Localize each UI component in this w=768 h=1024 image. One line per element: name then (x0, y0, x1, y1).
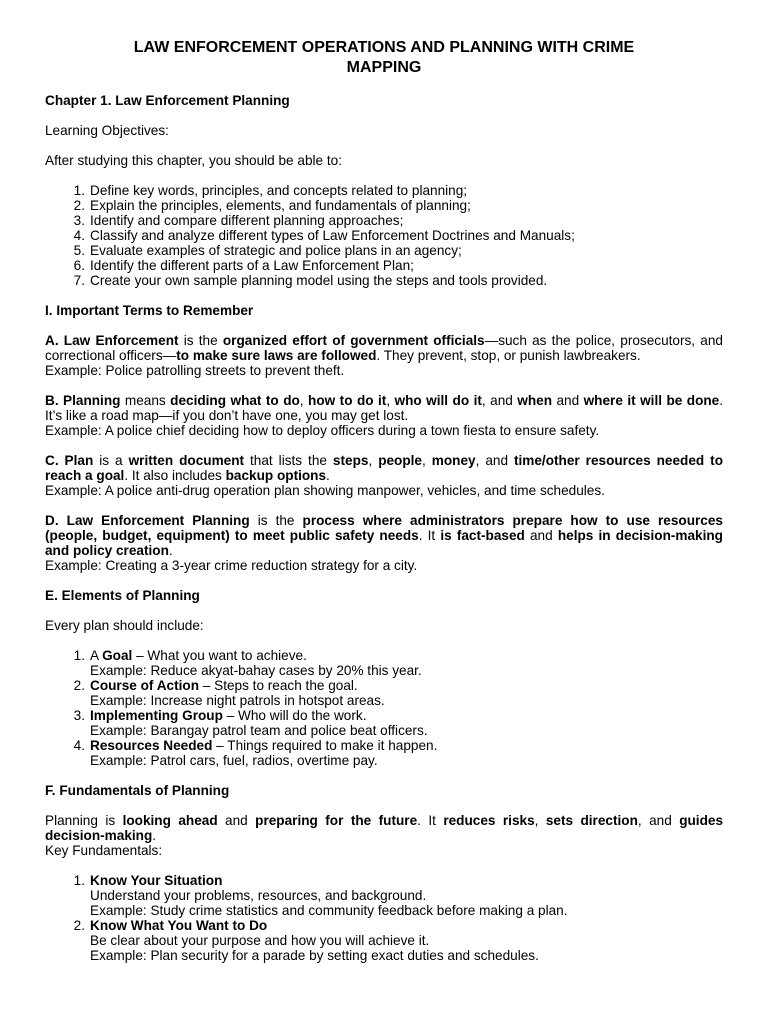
list-item: 7. Create your own sample planning model using the steps and tools provided. (73, 273, 548, 288)
list-item: 4. Resources Needed – Things required to make it happen. Example: Patrol cars, fuel, radios, overtime pay. (73, 738, 438, 768)
term-plan-example: Example: A police anti-drug operation plan showing manpower, vehicles, and time schedules. (45, 483, 605, 498)
list-item: 4. Classify and analyze different types of Law Enforcement Doctrines and Manuals; (73, 228, 575, 243)
list-item: 3. Implementing Group – Who will do the work. Example: Barangay patrol team and police beat officers. (73, 708, 428, 738)
objectives-heading: Learning Objectives: (45, 123, 169, 138)
list-item: 6. Identify the different parts of a Law Enforcement Plan; (73, 258, 414, 273)
document-page (45, 38, 723, 963)
list-item: 1. A Goal – What you want to achieve. Example: Reduce akyat-bahay cases by 20% this year. (73, 648, 422, 678)
fundamentals-paragraph: Planning is looking ahead and preparing for the future. It reduces risks, sets direction, and guides decision-making. (45, 813, 724, 843)
key-fundamentals-label: Key Fundamentals: (45, 843, 163, 858)
term-law-enforcement-example: Example: Police patrolling streets to prevent theft. (45, 363, 345, 378)
chapter-heading: Chapter 1. Law Enforcement Planning (45, 93, 290, 108)
title-line-1: LAW ENFORCEMENT OPERATIONS AND PLANNING WITH CRIME (133, 39, 635, 56)
objectives-intro: After studying this chapter, you should be able to: (45, 153, 342, 168)
objectives-list (45, 183, 723, 288)
section-heading-fundamentals: F. Fundamentals of Planning (45, 783, 230, 798)
section-heading-elements: E. Elements of Planning (45, 588, 200, 603)
term-law-enforcement: A. Law Enforcement is the organized effort of government officials—such as the police, prosecutors, and correctional officers—to make sure laws are followed. They prevent, stop, or punish lawbreakers. (45, 333, 723, 363)
list-item: 2. Course of Action – Steps to reach the goal. Example: Increase night patrols in hotspot areas. (73, 678, 385, 708)
elements-intro: Every plan should include: (45, 618, 204, 633)
term-planning: B. Planning means deciding what to do, how to do it, who will do it, and when and where it will be done. It’s like a road map—if you don’t have one, you may get lost. (45, 393, 724, 423)
fundamentals-list (45, 873, 723, 963)
title-line-2: MAPPING (346, 59, 422, 76)
list-item: 5. Evaluate examples of strategic and police plans in an agency; (73, 243, 462, 258)
term-law-enforcement-planning: D. Law Enforcement Planning is the process where administrators prepare how to use resources (people, budget, equipment) to meet public safety needs. It is fact-based and helps in decision-making and policy creation. (45, 513, 723, 558)
section-heading-terms: I. Important Terms to Remember (45, 303, 254, 318)
term-planning-example: Example: A police chief deciding how to deploy officers during a town fiesta to ensure safety. (45, 423, 600, 438)
list-item: 2. Know What You Want to Do Be clear about your purpose and how you will achieve it. Example: Plan security for a parade by setting exact duties and schedules. (73, 918, 539, 963)
list-item: 1. Define key words, principles, and concepts related to planning; (73, 183, 468, 198)
elements-list (45, 648, 723, 768)
document-title (45, 38, 723, 78)
list-item: 3. Identify and compare different planning approaches; (73, 213, 404, 228)
list-item: 2. Explain the principles, elements, and fundamentals of planning; (73, 198, 471, 213)
term-plan: C. Plan is a written document that lists the steps, people, money, and time/other resources needed to reach a goal. It also includes backup options. (45, 453, 724, 483)
list-item: 1. Know Your Situation Understand your problems, resources, and background. Example: Study crime statistics and community feedback before making a plan. (73, 873, 568, 918)
term-law-enforcement-planning-example: Example: Creating a 3-year crime reduction strategy for a city. (45, 558, 418, 573)
